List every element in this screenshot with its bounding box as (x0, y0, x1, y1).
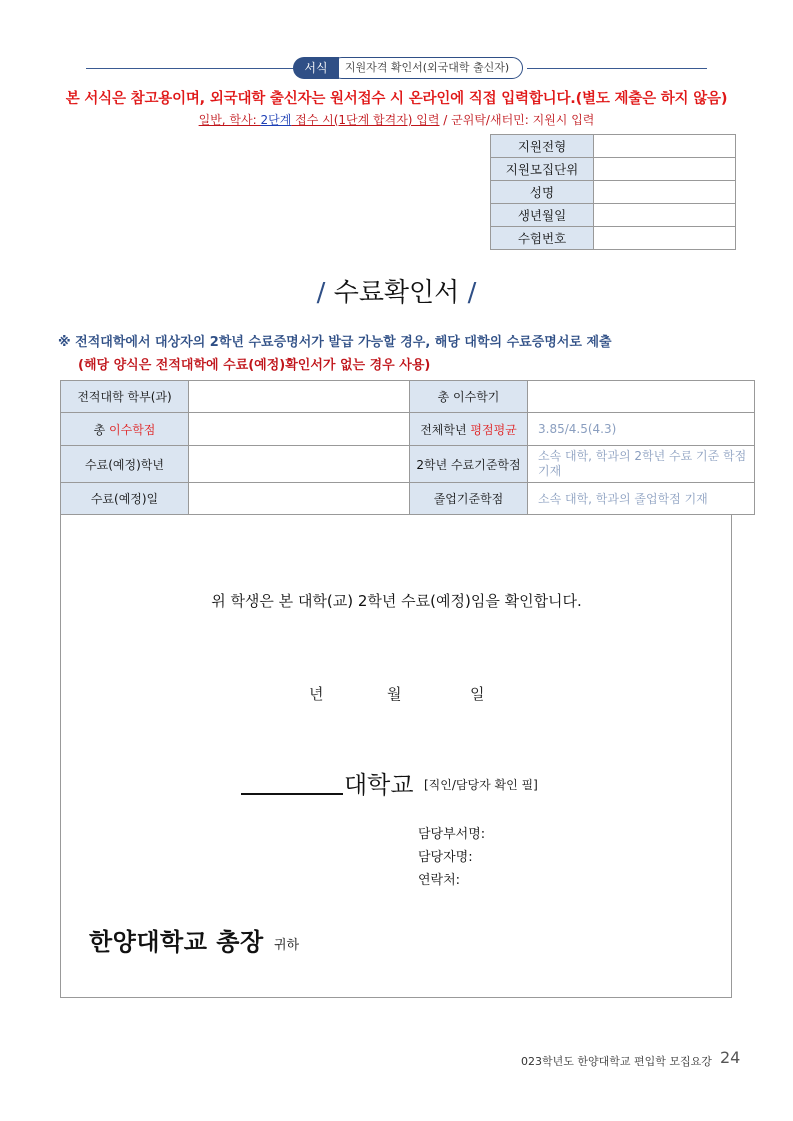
confirm-statement: 위 학생은 본 대학(교) 2학년 수료(예정)임을 확인합니다. (211, 592, 582, 610)
table-row (491, 227, 736, 250)
table-row (491, 204, 736, 227)
cell-label (61, 413, 189, 446)
annotation-line1: ※ 전적대학에서 대상자의 2학년 수료증명서가 발급 가능할 경우, 해당 대학의 수료증명서로 제출 (58, 335, 612, 350)
cell-label: 졸업기준학점 (410, 483, 528, 515)
label-part: 총 (93, 422, 110, 437)
dept-label: 담당부서명: (418, 827, 486, 842)
footer-text: 023학년도 한양대학교 편입학 모집요강 (521, 1055, 712, 1068)
header-rule-right (527, 68, 707, 69)
cell-value (189, 483, 410, 515)
cell-value: 소속 대학, 학과의 2학년 수료 기준 학점 기재 (528, 446, 755, 483)
notice-red-line: 본 서식은 참고용이며, 외국대학 출신자는 원서접수 시 온라인에 직접 입력합니다.(별도 제출은 하지 않음) (65, 91, 728, 107)
university-label: 대학교 (344, 771, 414, 799)
annotation-line2: (해당 양식은 전적대학에 수료(예정)확인서가 없는 경우 사용) (78, 358, 431, 373)
phone-label: 연락처: (418, 873, 461, 888)
label-part: 전체학년 (420, 422, 471, 437)
person-label: 담당자명: (418, 850, 473, 865)
label-part-red: 평점평균 (470, 422, 517, 437)
info-label: 수험번호 (491, 227, 594, 250)
university-name-line (241, 793, 343, 795)
title-slash-left: / (316, 278, 326, 308)
form-tab-label: 서식 (293, 57, 339, 79)
date-year: 년 (309, 685, 324, 703)
cell-value (189, 413, 410, 446)
table-row (491, 135, 736, 158)
header-rule-left (86, 68, 301, 69)
table-row (61, 446, 755, 483)
cell-value (189, 381, 410, 413)
cell-label: 전적대학 학부(과) (61, 381, 189, 413)
cell-label: 총 이수학기 (410, 381, 528, 413)
info-value (594, 204, 736, 227)
table-row (491, 158, 736, 181)
form-tab-title: 지원자격 확인서(외국대학 출신자) (331, 57, 523, 79)
cell-label (410, 413, 528, 446)
notice-sub-line (0, 111, 793, 128)
info-value (594, 158, 736, 181)
info-value (594, 227, 736, 250)
applicant-info-table (490, 134, 736, 250)
addressee-name: 한양대학교 총장 (89, 928, 264, 956)
cell-label: 2학년 수료기준학점 (410, 446, 528, 483)
title-slash-right: / (467, 278, 477, 308)
cell-label: 수료(예정)학년 (61, 446, 189, 483)
cell-value (189, 446, 410, 483)
cell-value: 소속 대학, 학과의 졸업학점 기재 (528, 483, 755, 515)
cell-value: 3.85/4.5(4.3) (528, 413, 755, 446)
notice-sub-part3: 접수 시(1단계 합격자) 입력 (291, 113, 440, 127)
info-label: 지원전형 (491, 135, 594, 158)
info-label: 성명 (491, 181, 594, 204)
cell-value (528, 381, 755, 413)
info-value (594, 135, 736, 158)
page-title (0, 272, 793, 309)
date-day: 일 (470, 685, 485, 703)
page-number: 24 (720, 1048, 741, 1067)
notice-sub-part1: 일반, 학사: (198, 113, 261, 127)
notice-sub-sep: / (439, 113, 452, 127)
label-part-red: 이수학점 (109, 422, 156, 437)
info-value (594, 181, 736, 204)
addressee-suffix: 귀하 (274, 938, 300, 953)
notice-sub-part2: 2단계 (260, 113, 292, 127)
certificate-table (60, 380, 755, 515)
title-text: 수료확인서 (333, 278, 460, 308)
table-row (491, 181, 736, 204)
table-row (61, 381, 755, 413)
cell-label: 수료(예정)일 (61, 483, 189, 515)
date-month: 월 (387, 685, 402, 703)
table-row (61, 413, 755, 446)
table-row (61, 483, 755, 515)
info-label: 지원모집단위 (491, 158, 594, 181)
notice-sub-part4: 군위탁/새터민: 지원시 입력 (451, 113, 595, 127)
seal-note: [직인/담당자 확인 필] (424, 778, 538, 792)
info-label: 생년월일 (491, 204, 594, 227)
